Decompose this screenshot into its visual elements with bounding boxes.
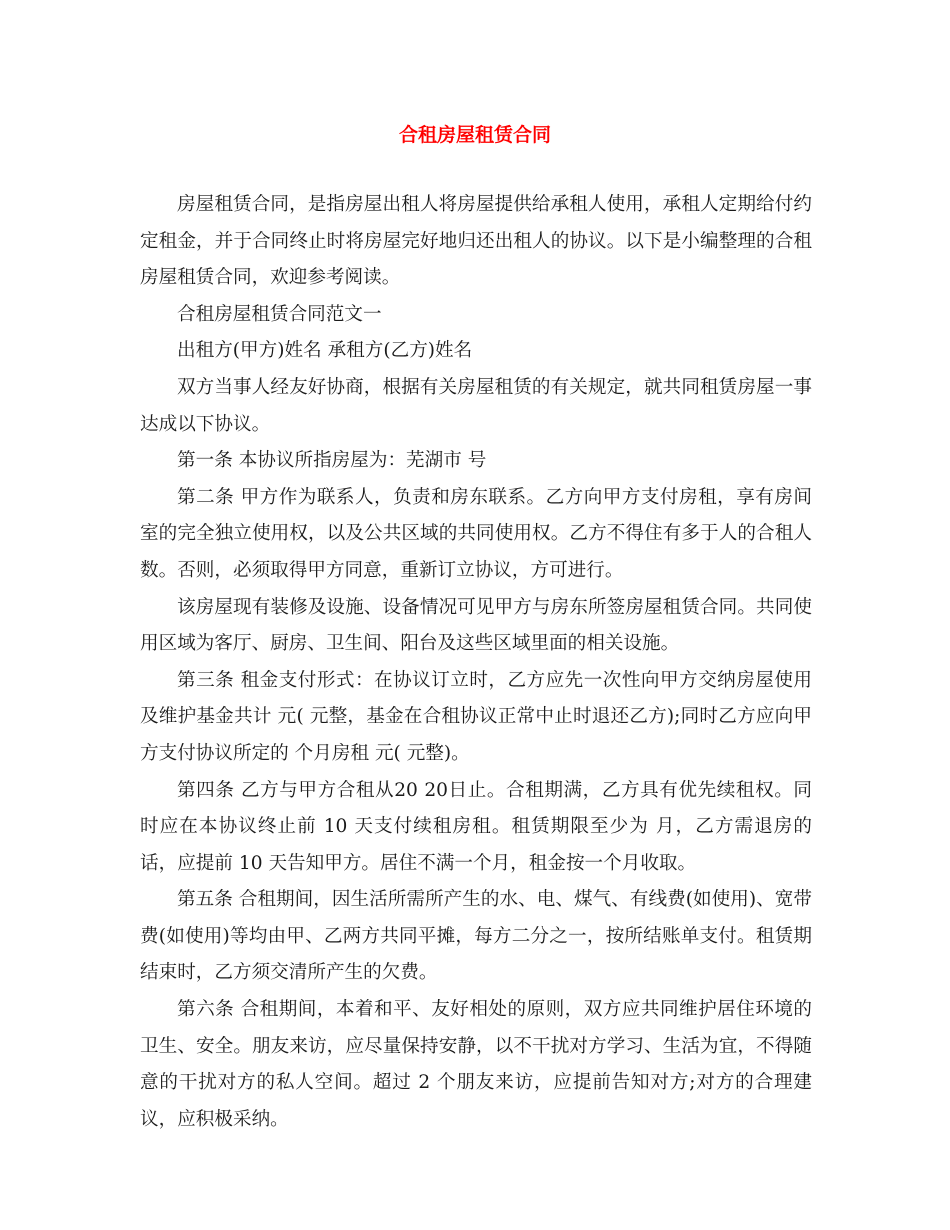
document-title: 合租房屋租赁合同 <box>398 124 551 146</box>
paragraph-parties: 出租方(甲方)姓名 承租方(乙方)姓名 <box>177 340 473 362</box>
paragraph-facilities: 该房屋现有装修及设施、设备情况可见甲方与房东所签房屋租赁合同。共同使用区域为客厅、厨房、卫生间、阳台及这些区域里面的相关设施。 <box>140 596 812 655</box>
paragraph-article-4: 第四条 乙方与甲方合租从20 20日止。合租期满，乙方具有优先续租权。同时应在本协议终止前 10 天支付续租房租。租赁期限至少为 月，乙方需退房的话，应提前 10 天告知甲方。居住不满一个月，租金按一个月收取。 <box>140 779 812 874</box>
document-body <box>140 187 812 1138</box>
paragraph-agreement: 双方当事人经友好协商，根据有关房屋租赁的有关规定，就共同租赁房屋一事达成以下协议。 <box>140 376 812 435</box>
paragraph-article-6: 第六条 合租期间，本着和平、友好相处的原则，双方应共同维护居住环境的卫生、安全。朋友来访，应尽量保持安静，以不干扰对方学习、生活为宜，不得随意的干扰对方的私人空间。超过 2 个朋友来访，应提前告知对方;对方的合理建议，应积极采纳。 <box>140 999 812 1130</box>
paragraph-article-5: 第五条 合租期间，因生活所需所产生的水、电、煤气、有线费(如使用)、宽带费(如使用)等均由甲、乙两方共同平摊，每方二分之一，按所结账单支付。租赁期结束时，乙方须交清所产生的欠费。 <box>140 889 812 984</box>
paragraph-intro: 房屋租赁合同，是指房屋出租人将房屋提供给承租人使用，承租人定期给付约定租金，并于合同终止时将房屋完好地归还出租人的协议。以下是小编整理的合租房屋租赁合同，欢迎参考阅读。 <box>140 194 812 289</box>
paragraph-article-3: 第三条 租金支付形式：在协议订立时，乙方应先一次性向甲方交纳房屋使用及维护基金共计 元( 元整，基金在合租协议正常中止时退还乙方);同时乙方应向甲方支付协议所定的 个月房租 元( 元整)。 <box>140 669 812 764</box>
paragraph-article-2: 第二条 甲方作为联系人，负责和房东联系。乙方向甲方支付房租，享有房间室的完全独立使用权，以及公共区域的共同使用权。乙方不得住有多于人的合租人数。否则，必须取得甲方同意，重新订立协议，方可进行。 <box>140 486 812 581</box>
paragraph-article-1: 第一条 本协议所指房屋为：芜湖市 号 <box>177 450 487 472</box>
paragraph-sample-heading: 合租房屋租赁合同范文一 <box>177 303 382 325</box>
